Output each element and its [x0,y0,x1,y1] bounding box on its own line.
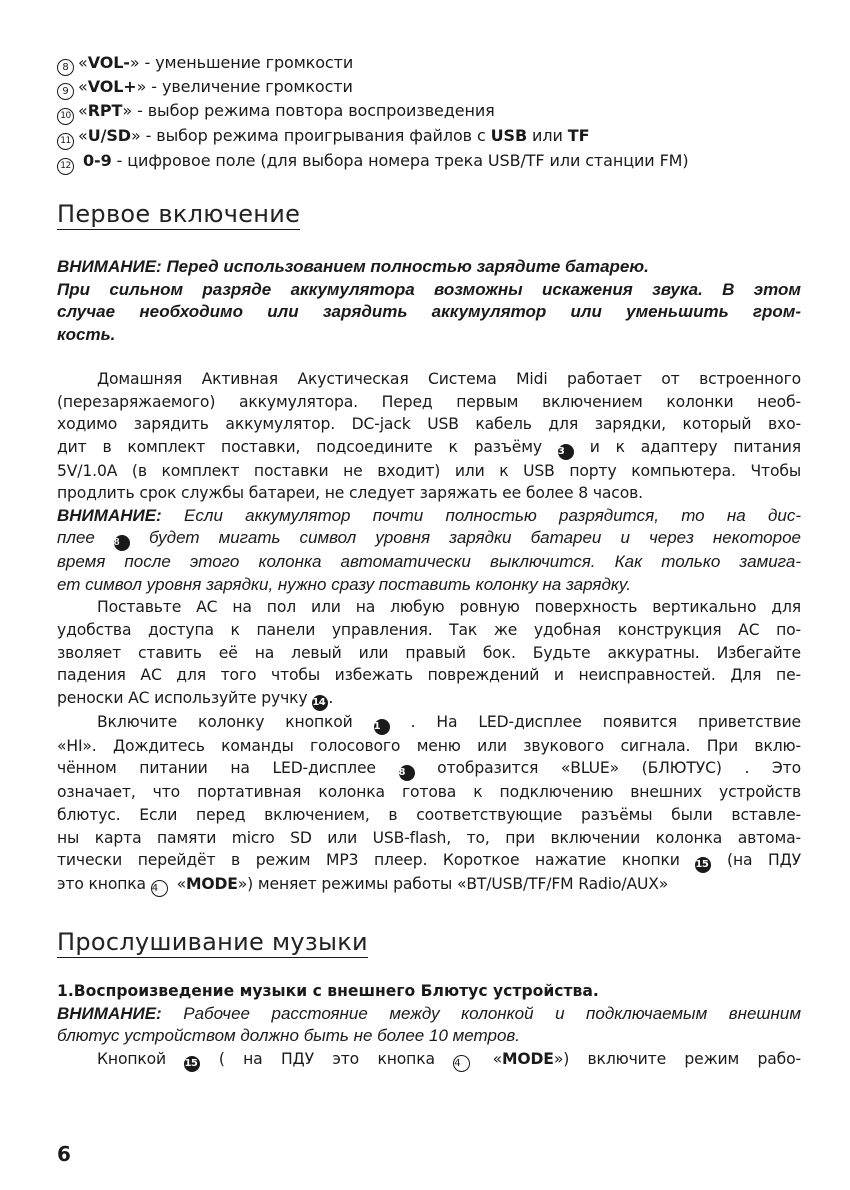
text-span: дит в комплект поставки, подсоедините к разъёму [57,437,558,456]
section-first-power-on [57,201,801,897]
text-line [57,711,801,735]
text-span: Если аккумулятор почти полностью разрядится, то на дис- [161,505,801,525]
legend-key: VOL+ [87,77,137,96]
warning-label: ВНИМАНИЕ: [57,505,162,525]
text-line: блютус устройством должно быть не более 10 метров. [57,1026,521,1046]
legend-key: VOL- [87,53,130,72]
text-line: падения АС для того чтобы избежать повреждений и неисправностей. Для пе- [57,666,801,685]
text-span: ») включите режим рабо- [553,1049,801,1068]
warning-line: случае необходимо или зарядить аккумулятор или уменьшить гром- [57,302,801,321]
subsection-heading: 1.Воспроизведение музыки с внешнего Блютус устройства. [57,982,599,1001]
text-line [57,1048,801,1072]
text-line: блютус. Если перед включением, в соответствующие разъёмы были вставле- [57,806,801,825]
text-span: тически перейдёт в режим MP3 плеер. Короткое нажатие кнопки [57,851,696,870]
warning-line: ВНИМАНИЕ: Перед использованием полностью зарядите батарею. [57,257,649,276]
text-line: продлить срок службы батареи, не следует заряжать ее более 8 часов. [57,484,643,503]
text-span: будет мигать символ уровня зарядки батареи и через некоторое [129,528,801,548]
document-page [57,52,801,1072]
legend-item-rpt: 10 «RPT» - выбор режима повтора воспроизведения [57,100,801,125]
circled-number-icon: 8 [57,59,74,76]
mode-key: MODE [502,1049,554,1068]
filled-number-icon: 3 [558,444,574,460]
text-line [57,505,801,528]
section-title: Прослушивание музыки [57,928,368,957]
text-line: «HI». Дождитесь команды голосового меню или звукового сигнала. При вклю- [57,736,801,755]
mode-key: MODE [185,875,238,894]
text-line [57,849,801,873]
circled-number-icon: 4 [453,1055,470,1072]
text-span: Кнопкой [97,1049,185,1068]
legend-item-usd: 11 «U/SD» - выбор режима проигрывания файлов с USB или TF [57,125,801,150]
section-listening-music [57,929,801,1072]
text-span: (на ПДУ [711,851,801,870]
text-span: « [171,875,186,894]
warning-label: ВНИМАНИЕ: [57,1003,162,1023]
text-span: реноски АС используйте ручку [57,688,313,707]
paragraph-placement [57,596,801,710]
warning-line: При сильном разряде аккумулятора возможны искажения звука. В этом [57,279,801,299]
paragraph-battery [57,368,801,505]
legend-desc: - увеличение громкости [146,77,353,96]
text-span: это кнопка [57,875,151,894]
filled-number-icon: 8 [399,765,415,781]
text-line: время после этого колонка автоматически выключится. Как только замига- [57,552,801,572]
text-line: ет символ уровня зарядки, нужно сразу поставить колонку на зарядку. [57,574,631,594]
legend-item-vol-plus: 9 «VOL+» - увеличение громкости [57,76,801,100]
page-number: 6 [57,1142,71,1166]
warning-block [57,256,801,346]
legend-tf: TF [567,126,590,145]
warning-low-battery [57,505,801,597]
legend-key: 0-9 [83,151,112,170]
text-line [57,873,801,897]
paragraph-bt-mode [57,1048,801,1072]
text-line: Домашняя Активная Акустическая Система Midi работает от встроенного [97,370,801,388]
warning-line: кость. [57,324,116,344]
legend-item-digits [57,150,801,175]
text-line [57,436,801,460]
legend-desc: - выбор режима проигрывания файлов с [140,126,491,145]
text-span: плее [57,528,114,548]
legend-key: RPT [87,101,123,120]
text-span: Включите колонку кнопкой [97,712,374,731]
circled-number-icon: 9 [57,83,74,100]
legend-desc: - выбор режима повтора воспроизведения [132,101,495,120]
text-span: ( на ПДУ это кнопка [200,1049,454,1068]
text-span: ») меняет режимы работы «BT/USB/TF/FM Radio/AUX» [237,875,669,894]
text-span: « [474,1049,503,1068]
remote-legend [57,52,801,175]
filled-number-icon: 15 [695,857,711,873]
circled-number-icon: 12 [57,158,74,175]
text-line: ходимо зарядить аккумулятор. DC-jack USB кабель для зарядки, который вхо- [57,415,801,434]
legend-usb: USB [490,126,528,145]
text-span: и к адаптеру питания [573,437,801,456]
legend-desc: - цифровое поле (для выбора номера трека USB/TF или станции FM) [111,151,689,170]
text-line: реноски АС используйте ручку 14 . [57,687,801,711]
text-line: (перезаряжаемого) аккумулятора. Перед первым включением колонки необ- [57,392,801,411]
legend-item-vol-minus: 8 «VOL-» - уменьшение громкости [57,52,801,76]
circled-number-icon: 11 [57,133,74,150]
text-line: зволяет ставить её на левый или правый бок. Будьте аккуратны. Избегайте [57,643,801,662]
text-line: 5V/1.0A (в комплект поставки не входит) или к USB порту компьютера. Чтобы [57,461,801,480]
legend-text: или [527,126,568,145]
paragraph-power-on [57,711,801,897]
text-span: чённом питании на LED-дисплее [57,759,399,778]
filled-number-icon: 1 [374,719,390,735]
text-span: . На LED-дисплее появится приветствие [389,712,801,731]
text-line: Поставьте АС на пол или на любую ровную поверхность вертикально для [97,598,801,617]
warning-distance [57,1003,801,1048]
text-line [57,1003,801,1026]
text-line: ны карта памяти micro SD или USB-flash, то, при включении колонка автома- [57,828,801,847]
legend-desc: - уменьшение громкости [139,53,354,72]
text-line: означает, что портативная колонка готова к подключению внешних устройств [57,783,801,802]
filled-number-icon: 14 [312,695,328,711]
text-span: отобразится «BLUE» (БЛЮТУС) . Это [414,759,801,778]
filled-number-icon: 15 [184,1056,200,1072]
circled-number-icon: 10 [57,108,74,125]
legend-key: U/SD [87,126,131,145]
text-line [57,757,801,781]
text-span: Рабочее расстояние между колонкой и подключаемым внешним [161,1003,801,1023]
text-line [57,527,801,551]
filled-number-icon: 8 [114,535,130,551]
text-line: удобства доступа к панели управления. Так же удобная конструкция АС по- [57,621,801,640]
section-title: Первое включение [57,200,301,228]
circled-number-icon: 4 [151,880,168,897]
